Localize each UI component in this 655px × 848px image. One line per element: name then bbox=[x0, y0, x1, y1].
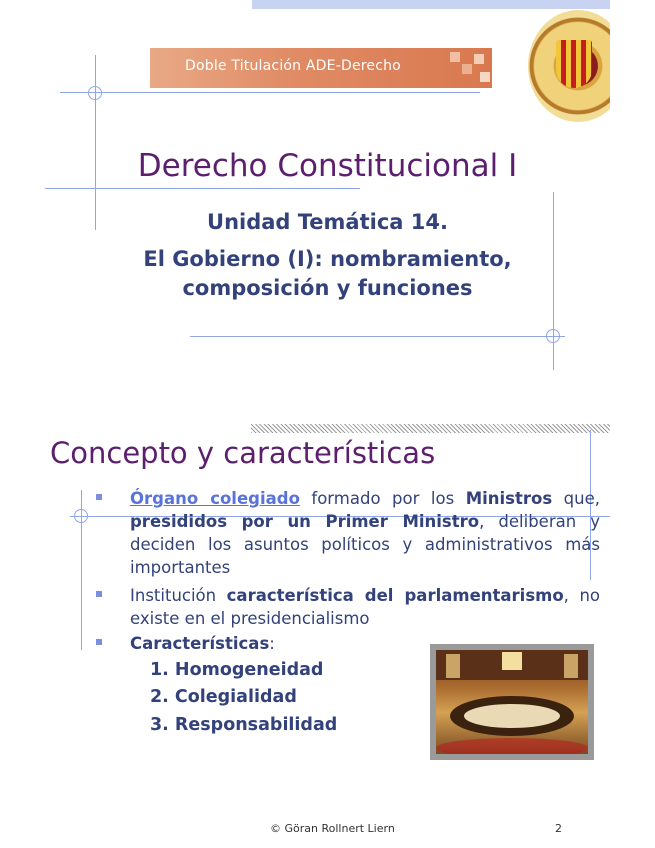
guide-line bbox=[190, 336, 565, 337]
page-number: 2 bbox=[555, 822, 562, 835]
characteristic-item: 2. Colegialidad bbox=[150, 687, 297, 707]
guide-line bbox=[95, 55, 96, 230]
bullet1-text-1: formado por los bbox=[299, 489, 466, 508]
bullet-icon bbox=[96, 494, 102, 500]
bullet1-text-3: , deliberan y deciden los asuntos políticos y administrativos más importantes bbox=[130, 512, 600, 577]
unit-subtitle-line2: composición y funciones bbox=[182, 276, 473, 300]
slide-separator bbox=[251, 424, 610, 433]
bullet-icon bbox=[96, 639, 102, 645]
section-title: Concepto y características bbox=[50, 436, 436, 470]
bullet1-bold-2: presididos por un Primer Ministro bbox=[130, 512, 480, 531]
footer-copyright: © Göran Rollnert Liern bbox=[270, 822, 395, 835]
unit-heading: Unidad Temática 14. bbox=[207, 210, 448, 234]
characteristic-item: 3. Responsabilidad bbox=[150, 715, 338, 735]
top-strip bbox=[252, 0, 610, 9]
bullet2-text-1: Institución bbox=[130, 586, 227, 605]
cabinet-room-illustration bbox=[436, 650, 588, 754]
bullet2-text-2: , no existe en el presidencialismo bbox=[130, 586, 601, 628]
bullet1-text-2: que, bbox=[552, 489, 600, 508]
unit-subtitle-line1: El Gobierno (I): nombramiento, bbox=[143, 247, 512, 271]
guide-line bbox=[60, 92, 480, 93]
banner-tile bbox=[480, 72, 490, 82]
guide-ring bbox=[74, 509, 88, 523]
seal-mask bbox=[610, 0, 655, 140]
cabinet-room-photo bbox=[436, 650, 588, 754]
bullet3-text-1: : bbox=[269, 634, 275, 653]
bullet1-bold-1: Ministros bbox=[465, 489, 553, 508]
bullet-concept bbox=[130, 487, 600, 579]
banner-tile bbox=[462, 64, 472, 74]
bullet-icon bbox=[96, 591, 102, 597]
bullet2-bold-1: característica del parlamentarismo bbox=[226, 586, 564, 605]
guide-ring bbox=[546, 329, 560, 343]
guide-line bbox=[45, 188, 360, 189]
bullet3-bold-1: Características bbox=[130, 634, 270, 653]
seal-shield-icon bbox=[556, 40, 592, 88]
banner-text: Doble Titulación ADE-Derecho bbox=[185, 58, 401, 74]
characteristic-item: 1. Homogeneidad bbox=[150, 660, 324, 680]
bullet-institution bbox=[130, 584, 600, 630]
banner-tile bbox=[474, 54, 484, 64]
banner-tile bbox=[450, 52, 460, 62]
slide-title: Derecho Constitucional I bbox=[137, 148, 518, 184]
organo-colegiado-link[interactable]: Órgano colegiado bbox=[130, 489, 300, 508]
